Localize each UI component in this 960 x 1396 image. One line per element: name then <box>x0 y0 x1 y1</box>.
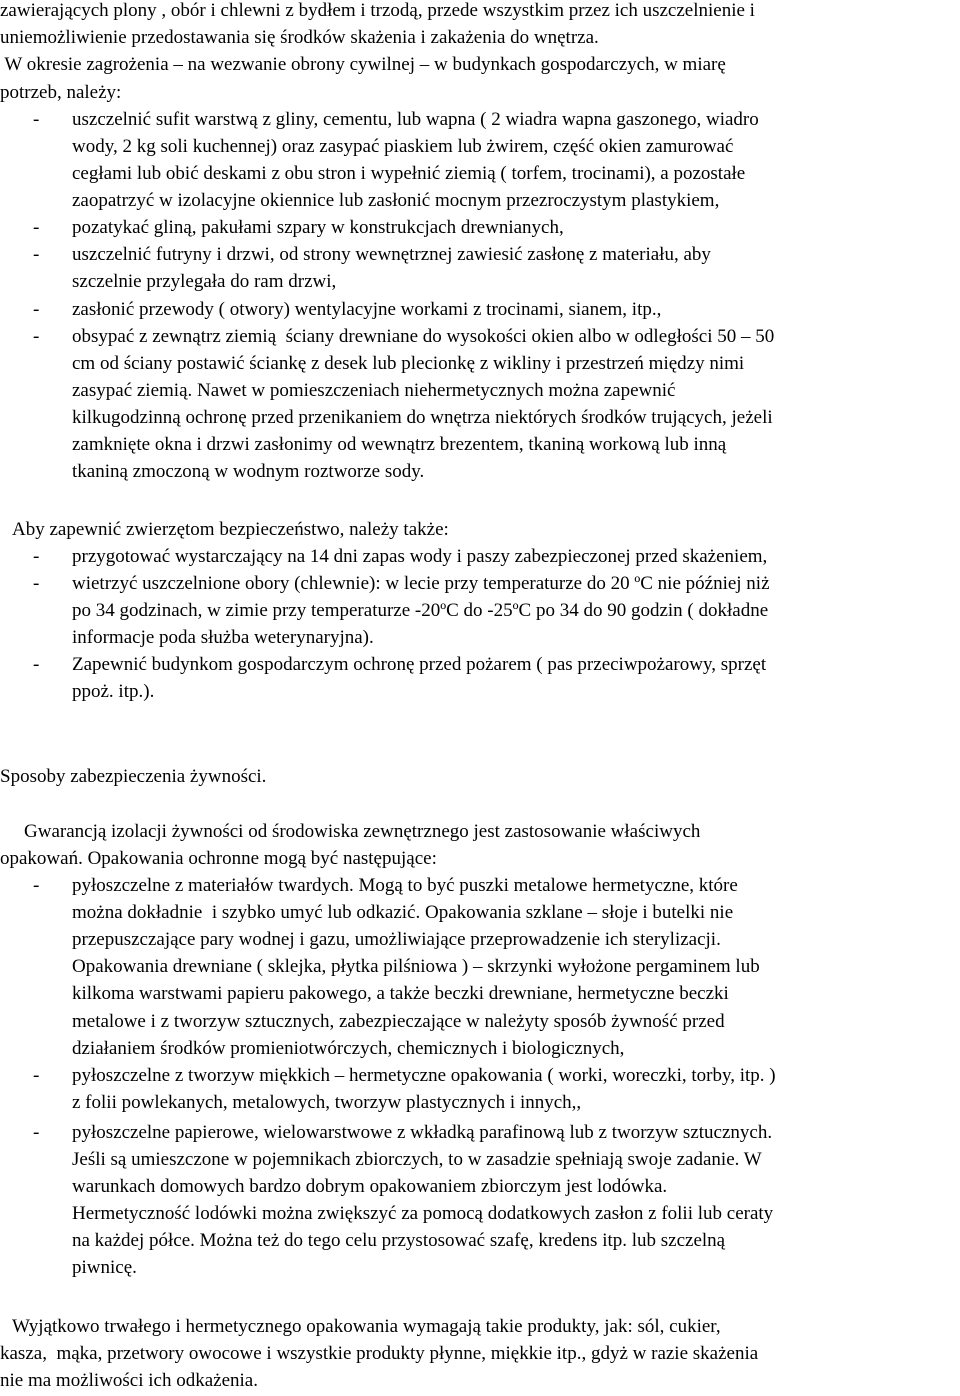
text-line: zasłonić przewody ( otwory) wentylacyjne workami z trocinami, sianem, itp., <box>72 299 662 320</box>
text-line: Zapewnić budynkom gospodarczym ochronę przed pożarem ( pas przeciwpożarowy, sprzęt <box>72 654 767 675</box>
text-line: przepuszczające pary wodnej i gazu, umożliwiające przeprowadzenie ich sterylizacji. <box>72 929 721 950</box>
text-line: zaopatrzyć w izolacyjne okiennice lub zasłonić mocnym przezroczystym plastykiem, <box>72 190 720 211</box>
list-bullet-dash: - <box>33 109 40 130</box>
text-line: ppoż. itp.). <box>72 681 155 702</box>
text-line: W okresie zagrożenia – na wezwanie obrony cywilnej – w budynkach gospodarczych, w miarę <box>0 54 726 75</box>
text-line: można dokładnie i szybko umyć lub odkazić. Opakowania szklane – słoje i butelki nie <box>72 902 734 923</box>
text-line: Sposoby zabezpieczenia żywności. <box>0 766 267 787</box>
text-line: tkaniną zmoczoną w wodnym roztworze sody. <box>72 461 425 482</box>
list-bullet-dash: - <box>33 875 40 896</box>
text-line: Jeśli są umieszczone w pojemnikach zbiorczych, to w zasadzie spełniają swoje zadanie. W <box>72 1149 762 1170</box>
text-line: przygotować wystarczający na 14 dni zapas wody i paszy zabezpieczonej przed skażeniem, <box>72 546 768 567</box>
text-line: pyłoszczelne z tworzyw miękkich – hermetyczne opakowania ( worki, woreczki, torby, itp. ) <box>72 1065 776 1086</box>
text-line: informacje poda służba weterynaryjna). <box>72 627 374 648</box>
text-line: szczelnie przylegała do ram drzwi, <box>72 271 337 292</box>
text-line: obsypać z zewnątrz ziemią ściany drewniane do wysokości okien albo w odległości 50 – 50 <box>72 326 775 347</box>
list-bullet-dash: - <box>33 299 40 320</box>
text-line: uszczelnić futryny i drzwi, od strony wewnętrznej zawiesić zasłonę z materiału, aby <box>72 244 711 265</box>
text-line: nie ma możliwości ich odkażenia. <box>0 1370 258 1391</box>
list-bullet-dash: - <box>33 244 40 265</box>
text-line: pyłoszczelne papierowe, wielowarstwowe z wkładką parafinową lub z tworzyw sztucznych. <box>72 1122 773 1143</box>
text-line: po 34 godzinach, w zimie przy temperaturze -20ºC do -25ºC po 34 do 90 godzin ( dokładne <box>72 600 769 621</box>
list-bullet-dash: - <box>33 546 40 567</box>
list-bullet-dash: - <box>33 326 40 347</box>
text-line: kilkoma warstwami papieru pakowego, a także beczki drewniane, hermetyczne beczki <box>72 983 729 1004</box>
list-bullet-dash: - <box>33 654 40 675</box>
text-line: zamknięte okna i drzwi zasłonimy od wewnątrz brezentem, tkaniną workową lub inną <box>72 434 727 455</box>
list-bullet-dash: - <box>33 1065 40 1086</box>
text-line: zawierających plony , obór i chlewni z bydłem i trzodą, przede wszystkim przez ich uszczelnienie i <box>0 0 755 21</box>
text-line: Hermetyczność lodówki można zwiększyć za pomocą dodatkowych zasłon z folii lub ceraty <box>72 1203 774 1224</box>
list-bullet-dash: - <box>33 217 40 238</box>
text-line: działaniem środków promieniotwórczych, chemicznych i biologicznych, <box>72 1038 625 1059</box>
text-line: Aby zapewnić zwierzętom bezpieczeństwo, należy także: <box>12 519 449 540</box>
text-line: cm od ściany postawić ściankę z desek lub plecionkę z wikliny i przestrzeń między nimi <box>72 353 745 374</box>
list-bullet-dash: - <box>33 573 40 594</box>
text-line: wody, 2 kg soli kuchennej) oraz zasypać piaskiem lub żwirem, część okien zamurować <box>72 136 734 157</box>
text-line: metalowe i z tworzyw sztucznych, zabezpieczające w należyty sposób żywność przed <box>72 1011 725 1032</box>
list-bullet-dash: - <box>33 1122 40 1143</box>
text-line: potrzeb, należy: <box>0 82 122 103</box>
text-line: opakowań. Opakowania ochronne mogą być następujące: <box>0 848 437 869</box>
text-line: uniemożliwienie przedostawania się środków skażenia i zakażenia do wnętrza. <box>0 27 599 48</box>
text-line: na każdej półce. Można też do tego celu przystosować szafę, kredens itp. lub szczelną <box>72 1230 726 1251</box>
text-line: Gwarancją izolacji żywności od środowiska zewnętrznego jest zastosowanie właściwych <box>24 821 701 842</box>
text-line: piwnicę. <box>72 1257 137 1278</box>
text-line: z folii powlekanych, metalowych, tworzyw plastycznych i innych,, <box>72 1092 582 1113</box>
text-line: warunkach domowych bardzo dobrym opakowaniem zbiorczym jest lodówka. <box>72 1176 668 1197</box>
text-line: pyłoszczelne z materiałów twardych. Mogą to być puszki metalowe hermetyczne, które <box>72 875 738 896</box>
text-line: cegłami lub obić deskami z obu stron i wypełnić ziemią ( torfem, trocinami), a pozostałe <box>72 163 746 184</box>
text-line: pozatykać gliną, pakułami szpary w konstrukcjach drewnianych, <box>72 217 564 238</box>
text-line: Opakowania drewniane ( sklejka, płytka pilśniowa ) – skrzynki wyłożone pergaminem lub <box>72 956 760 977</box>
text-line: uszczelnić sufit warstwą z gliny, cementu, lub wapna ( 2 wiadra wapna gaszonego, wiadro <box>72 109 759 130</box>
text-line: zasypać ziemią. Nawet w pomieszczeniach niehermetycznych można zapewnić <box>72 380 676 401</box>
text-line: wietrzyć uszczelnione obory (chlewnie): w lecie przy temperaturze do 20 ºC nie później niż <box>72 573 770 594</box>
text-line: Wyjątkowo trwałego i hermetycznego opakowania wymagają takie produkty, jak: sól, cukier, <box>12 1316 721 1337</box>
text-line: kilkugodzinną ochronę przed przenikaniem do wnętrza niektórych środków trujących, jeżeli <box>72 407 773 428</box>
text-line: kasza, mąka, przetwory owocowe i wszystkie produkty płynne, miękkie itp., gdyż w razie skażenia <box>0 1343 759 1364</box>
